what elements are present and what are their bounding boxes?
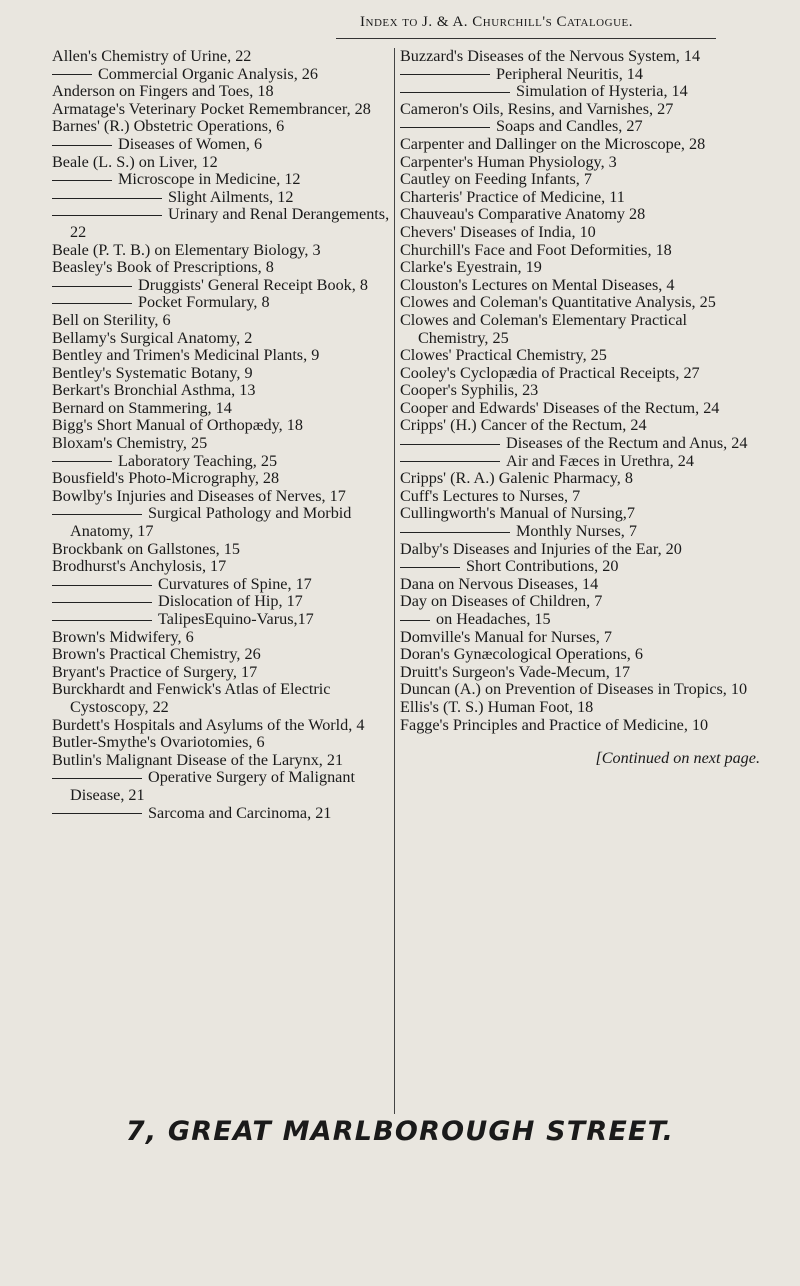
entry-text: Fagge's Principles and Practice of Medicine, 10	[400, 715, 709, 734]
entry-text: Cripps' (R. A.) Galenic Pharmacy, 8	[400, 469, 633, 488]
entry-text: Brown's Midwifery, 6	[52, 627, 194, 646]
entry-text: Butler-Smythe's Ovariotomies, 6	[52, 733, 265, 752]
index-entry	[52, 488, 402, 506]
index-entry	[400, 259, 760, 277]
index-entry	[52, 294, 402, 312]
index-entry	[400, 347, 760, 365]
entry-text: Burdett's Hospitals and Asylums of the World, 4	[52, 715, 365, 734]
ditto-dash	[52, 461, 112, 462]
index-entry	[52, 277, 402, 295]
entry-text: Cooley's Cyclopædia of Practical Receipts, 27	[400, 363, 700, 382]
entry-text: Charteris' Practice of Medicine, 11	[400, 187, 625, 206]
index-entry	[52, 83, 402, 101]
entry-text: Laboratory Teaching, 25	[118, 451, 278, 470]
entry-text: Bernard on Stammering, 14	[52, 398, 232, 417]
entry-text: Sarcoma and Carcinoma, 21	[148, 803, 332, 822]
index-entry	[52, 611, 402, 629]
entry-text: Butlin's Malignant Disease of the Larynx, 21	[52, 750, 344, 769]
index-entry	[400, 312, 760, 347]
entry-text: Peripheral Neuritis, 14	[496, 64, 643, 83]
entry-text: Cullingworth's Manual of Nursing,7	[400, 504, 635, 523]
index-entry	[52, 769, 402, 804]
entry-text: on Headaches, 15	[436, 610, 551, 628]
ditto-dash	[400, 92, 510, 93]
entry-text: Clowes and Coleman's Quantitative Analysis, 25	[400, 293, 716, 312]
ditto-dash	[52, 198, 162, 199]
entry-text: TalipesEquino-Varus,17	[158, 610, 314, 628]
entry-text: Cooper's Syphilis, 23	[400, 381, 539, 400]
entry-text: Dana on Nervous Diseases, 14	[400, 574, 599, 593]
entry-text: Cooper and Edwards' Diseases of the Rectum, 24	[400, 398, 720, 417]
entry-text: Beale (P. T. B.) on Elementary Biology, 3	[52, 240, 321, 259]
entry-text: Chauveau's Comparative Anatomy 28	[400, 205, 646, 224]
index-entry	[52, 717, 402, 735]
index-entry	[400, 717, 760, 735]
entry-text: Brockbank on Gallstones, 15	[52, 539, 240, 558]
entry-text: Burckhardt and Fenwick's Atlas of Electric Cystoscopy, 22	[52, 680, 331, 716]
entry-text: Slight Ailments, 12	[168, 187, 294, 206]
index-entry	[52, 664, 402, 682]
index-entry	[400, 681, 760, 699]
entry-text: Bloxam's Chemistry, 25	[52, 434, 208, 453]
index-entry	[52, 66, 402, 84]
index-entry	[52, 312, 402, 330]
index-entry	[400, 136, 760, 154]
index-entry	[400, 699, 760, 717]
page-footer: 7, GREAT MARLBOROUGH STREET.	[125, 1116, 675, 1147]
entry-text: Clouston's Lectures on Mental Diseases, 4	[400, 275, 675, 294]
index-entry	[400, 48, 760, 66]
index-entry	[400, 488, 760, 506]
entry-text: Bentley's Systematic Botany, 9	[52, 363, 253, 382]
index-entry	[400, 189, 760, 207]
index-entry	[400, 382, 760, 400]
entry-text: Druggists' General Receipt Book, 8	[138, 275, 368, 294]
entry-text: Day on Diseases of Children, 7	[400, 592, 603, 611]
entry-text: Berkart's Bronchial Asthma, 13	[52, 381, 256, 400]
entry-text: Microscope in Medicine, 12	[118, 170, 301, 189]
index-entry	[400, 435, 760, 453]
index-entry	[400, 66, 760, 84]
ditto-dash	[52, 813, 142, 814]
index-entry	[52, 681, 402, 716]
index-entry	[52, 382, 402, 400]
index-entry	[400, 470, 760, 488]
entry-text: Duncan (A.) on Prevention of Diseases in Tropics, 10	[400, 680, 748, 699]
entry-text: Ellis's (T. S.) Human Foot, 18	[400, 697, 594, 716]
ditto-dash	[52, 286, 132, 287]
entry-text: Diseases of Women, 6	[118, 134, 263, 153]
entry-text: Bowlby's Injuries and Diseases of Nerves, 17	[52, 486, 346, 505]
continued-note: [Continued on next page.	[595, 749, 760, 768]
index-entry	[400, 242, 760, 260]
entry-text: Bentley and Trimen's Medicinal Plants, 9	[52, 346, 320, 365]
header-rule	[336, 38, 716, 39]
entry-text: Buzzard's Diseases of the Nervous System, 14	[400, 47, 701, 65]
index-entry	[400, 505, 760, 523]
index-entry	[400, 558, 760, 576]
index-entry	[400, 171, 760, 189]
page-header: Index to J. & A. Churchill's Catalogue.	[360, 14, 633, 30]
index-entry	[400, 576, 760, 594]
ditto-dash	[400, 444, 500, 445]
index-entry	[400, 277, 760, 295]
index-entry	[52, 734, 402, 752]
ditto-dash	[52, 778, 142, 779]
index-entry	[400, 541, 760, 559]
index-entry	[400, 118, 760, 136]
index-entry	[52, 171, 402, 189]
index-entry	[400, 629, 760, 647]
entry-text: Air and Fæces in Urethra, 24	[506, 451, 694, 470]
index-entry	[400, 664, 760, 682]
entry-text: Chevers' Diseases of India, 10	[400, 222, 596, 241]
entry-text: Druitt's Surgeon's Vade-Mecum, 17	[400, 662, 631, 681]
entry-text: Carpenter and Dallinger on the Microscope, 28	[400, 134, 706, 153]
entry-text: Pocket Formulary, 8	[138, 293, 270, 312]
index-entry	[52, 347, 402, 365]
entry-text: Bryant's Practice of Surgery, 17	[52, 662, 258, 681]
entry-text: Soaps and Candles, 27	[496, 117, 643, 136]
entry-text: Clowes and Coleman's Elementary Practical Chemistry, 25	[400, 310, 688, 347]
entry-text: Simulation of Hysteria, 14	[516, 82, 688, 101]
entry-text: Brodhurst's Anchylosis, 17	[52, 557, 227, 576]
entry-text: Domville's Manual for Nurses, 7	[400, 627, 612, 646]
entry-text: Dislocation of Hip, 17	[158, 592, 303, 611]
entry-text: Diseases of the Rectum and Anus, 24	[506, 434, 748, 453]
entry-text: Carpenter's Human Physiology, 3	[400, 152, 617, 171]
entry-text: Doran's Gynæcological Operations, 6	[400, 645, 643, 664]
entry-text: Armatage's Veterinary Pocket Remembrancer, 28	[52, 99, 371, 118]
index-entry	[52, 752, 402, 770]
entry-text: Monthly Nurses, 7	[516, 522, 637, 541]
right-column	[400, 48, 760, 784]
entry-text: Clarke's Eyestrain, 19	[400, 258, 542, 277]
index-entry	[52, 206, 402, 241]
index-entry	[52, 242, 402, 260]
index-entry	[52, 435, 402, 453]
entry-text: Operative Surgery of Malignant Disease, 21	[70, 768, 355, 804]
index-entry	[400, 206, 760, 224]
entry-text: Dalby's Diseases and Injuries of the Ear, 20	[400, 539, 682, 558]
index-entry	[52, 453, 402, 471]
index-entry	[52, 558, 402, 576]
index-entry	[52, 805, 402, 823]
index-entry	[52, 101, 402, 119]
ditto-dash	[52, 215, 162, 216]
entry-text: Cuff's Lectures to Nurses, 7	[400, 486, 581, 505]
index-entry	[52, 118, 402, 136]
ditto-dash	[52, 585, 152, 586]
entry-text: Curvatures of Spine, 17	[158, 574, 312, 593]
entry-text: Allen's Chemistry of Urine, 22	[52, 47, 252, 65]
index-entry	[52, 541, 402, 559]
entry-text: Clowes' Practical Chemistry, 25	[400, 346, 607, 365]
index-entry	[400, 593, 760, 611]
entry-text: Urinary and Renal Derangements, 22	[70, 205, 390, 241]
entry-text: Bousfield's Photo-Micrography, 28	[52, 469, 280, 488]
entry-text: Bellamy's Surgical Anatomy, 2	[52, 328, 253, 347]
index-entry	[400, 101, 760, 119]
index-entry	[52, 505, 402, 540]
ditto-dash	[400, 127, 490, 128]
index-entry	[400, 417, 760, 435]
ditto-dash	[400, 532, 510, 533]
index-entry	[400, 294, 760, 312]
index-entry	[400, 154, 760, 172]
ditto-dash	[52, 602, 152, 603]
column-divider	[394, 48, 395, 1114]
index-entry	[400, 83, 760, 101]
ditto-dash	[52, 145, 112, 146]
ditto-dash	[400, 620, 430, 621]
entry-text: Churchill's Face and Foot Deformities, 18	[400, 240, 672, 259]
entry-text: Surgical Pathology and Morbid Anatomy, 17	[70, 504, 352, 541]
entry-text: Commercial Organic Analysis, 26	[98, 64, 318, 83]
entry-text: Cameron's Oils, Resins, and Varnishes, 27	[400, 99, 674, 118]
index-entry	[400, 453, 760, 471]
index-entry	[400, 224, 760, 242]
index-entry	[400, 365, 760, 383]
ditto-dash	[52, 180, 112, 181]
index-entry	[52, 629, 402, 647]
index-entry	[52, 417, 402, 435]
index-entry	[52, 189, 402, 207]
entry-text: Anderson on Fingers and Toes, 18	[52, 82, 274, 101]
index-entry	[52, 646, 402, 664]
ditto-dash	[400, 461, 500, 462]
index-entry	[400, 611, 760, 629]
ditto-dash	[400, 567, 460, 568]
entry-text: Brown's Practical Chemistry, 26	[52, 645, 261, 664]
index-entry	[52, 330, 402, 348]
left-column	[52, 48, 402, 822]
index-entry	[400, 400, 760, 418]
index-entry	[52, 593, 402, 611]
index-entry	[52, 136, 402, 154]
index-entry	[400, 646, 760, 664]
entry-text: Bell on Sterility, 6	[52, 310, 171, 329]
index-entry	[52, 576, 402, 594]
entry-text: Barnes' (R.) Obstetric Operations, 6	[52, 117, 285, 136]
index-entry	[52, 365, 402, 383]
entry-text: Beale (L. S.) on Liver, 12	[52, 152, 218, 171]
ditto-dash	[400, 74, 490, 75]
entry-text: Beasley's Book of Prescriptions, 8	[52, 258, 274, 277]
entry-text: Short Contributions, 20	[466, 557, 619, 576]
entry-text: Cautley on Feeding Infants, 7	[400, 170, 592, 189]
index-entry	[52, 154, 402, 172]
ditto-dash	[52, 74, 92, 75]
ditto-dash	[52, 303, 132, 304]
index-entry	[52, 400, 402, 418]
index-entry	[52, 470, 402, 488]
index-entry	[52, 259, 402, 277]
index-entry	[52, 48, 402, 66]
ditto-dash	[52, 514, 142, 515]
index-entry	[400, 523, 760, 541]
entry-text: Bigg's Short Manual of Orthopædy, 18	[52, 416, 303, 435]
entry-text: Cripps' (H.) Cancer of the Rectum, 24	[400, 416, 647, 435]
ditto-dash	[52, 620, 152, 621]
